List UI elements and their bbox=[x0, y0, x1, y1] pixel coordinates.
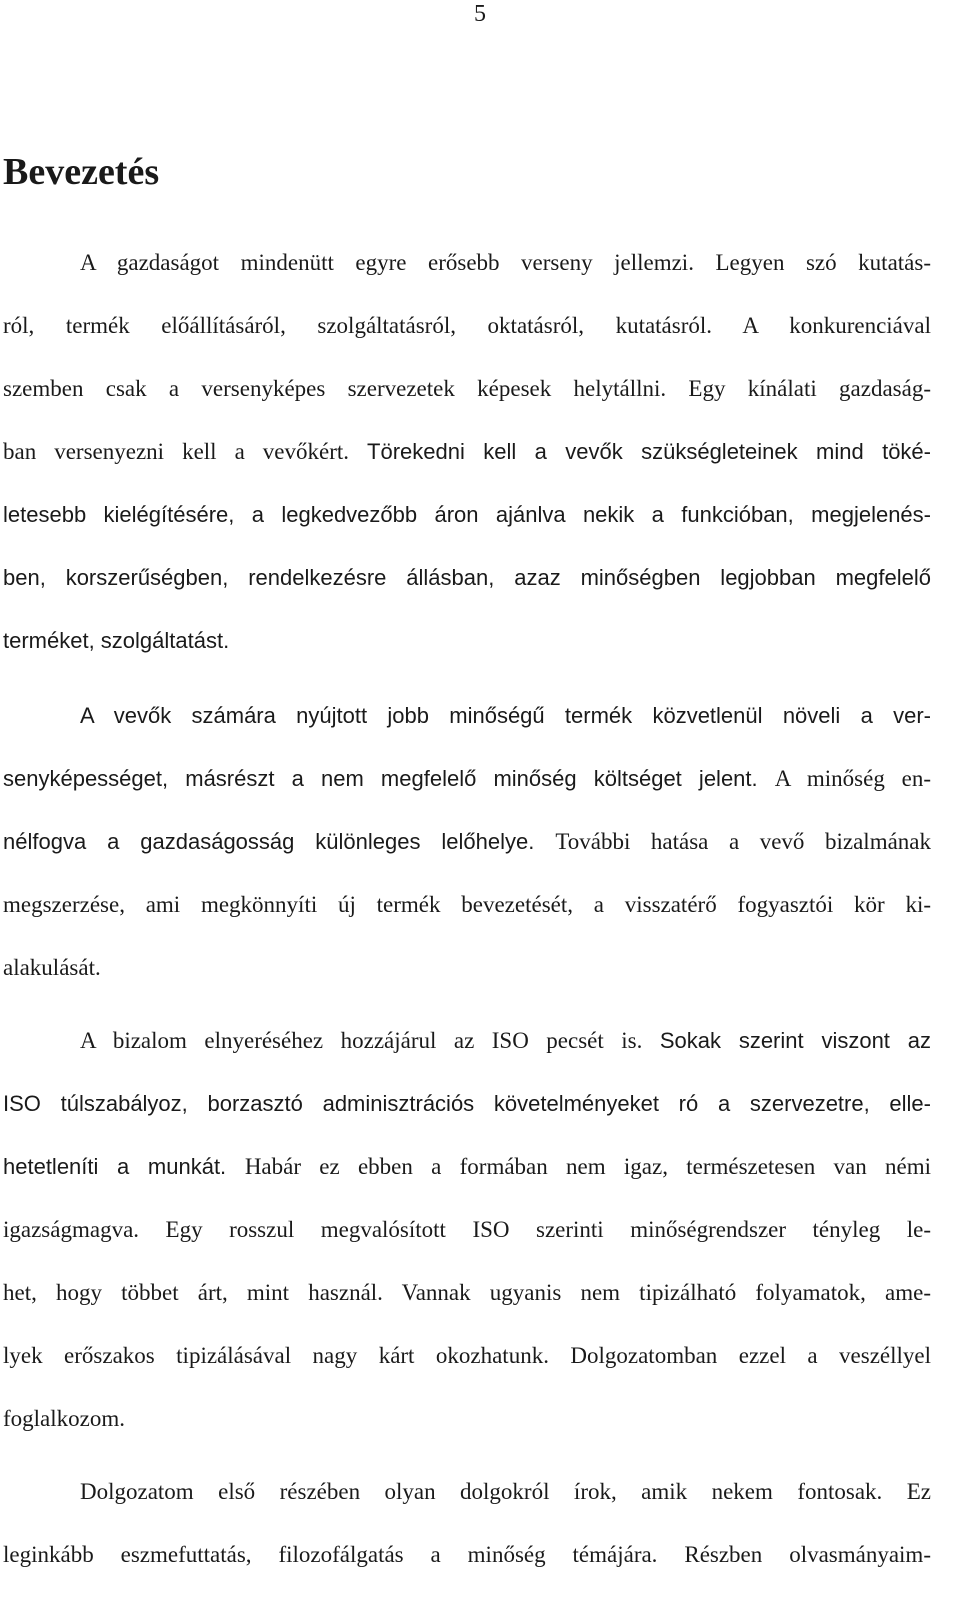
page-number: 5 bbox=[474, 1, 486, 27]
text-segment: ról, termék előállításáról, szolgáltatásról, oktatásról, kutatásról. A konkurenciával bbox=[3, 313, 931, 338]
page-title: Bevezetés bbox=[3, 151, 160, 193]
text-segment: szemben csak a versenyképes szervezetek képesek helytállni. Egy kínálati gazdaság- bbox=[3, 376, 931, 401]
text-line bbox=[3, 1215, 931, 1245]
text-segment: Sokak szerint viszont az bbox=[659, 1028, 931, 1053]
text-segment: megszerzése, ami megkönnyíti új termék bevezetését, a visszatérő fogyasztói kör ki- bbox=[3, 892, 931, 917]
text-segment: het, hogy többet árt, mint használ. Vannak ugyanis nem tipizálható folyamatok, ame- bbox=[3, 1280, 931, 1305]
text-line bbox=[3, 437, 931, 467]
text-line bbox=[3, 500, 931, 530]
text-segment: foglalkozom. bbox=[3, 1406, 125, 1431]
text-segment: letesebb kielégítésére, a legkedvezőbb áron ajánlva nekik a funkcióban, megjelenés- bbox=[3, 502, 931, 527]
text-line bbox=[3, 1540, 931, 1570]
text-segment: leginkább eszmefuttatás, filozofálgatás a minőség témájára. Részben olvasmányaim- bbox=[3, 1542, 931, 1567]
text-segment: Habár ez ebben a formában nem igaz, természetesen van némi bbox=[244, 1154, 931, 1179]
text-line bbox=[3, 626, 931, 656]
text-line bbox=[3, 1089, 931, 1119]
text-segment: igazságmagva. Egy rosszul megvalósított ISO szerinti minőségrendszer tényleg le- bbox=[3, 1217, 931, 1242]
text-line bbox=[3, 311, 931, 341]
text-segment: A bizalom elnyeréséhez hozzájárul az ISO pecsét is. bbox=[80, 1028, 660, 1053]
text-line bbox=[80, 1026, 931, 1056]
text-line bbox=[3, 374, 931, 404]
text-line bbox=[3, 764, 931, 794]
text-line bbox=[80, 248, 931, 278]
text-segment: Dolgozatom első részében olyan dolgokról írok, amik nekem fontosak. Ez bbox=[80, 1479, 931, 1504]
text-line bbox=[3, 953, 931, 983]
text-segment: ben, korszerűségben, rendelkezésre állásban, azaz minőségben legjobban megfelelő bbox=[3, 565, 931, 590]
text-segment: senyképességet, másrészt a nem megfelelő minőség költséget jelent. bbox=[3, 766, 775, 791]
text-segment: A gazdaságot mindenütt egyre erősebb verseny jellemzi. Legyen szó kutatás- bbox=[80, 250, 931, 275]
text-segment: nélfogva a gazdaságosság különleges lelőhelye. bbox=[3, 829, 556, 854]
text-segment: alakulását. bbox=[3, 955, 101, 980]
text-segment: terméket, szolgáltatást. bbox=[3, 628, 230, 653]
text-line bbox=[3, 827, 931, 857]
text-segment: lyek erőszakos tipizálásával nagy kárt okozhatunk. Dolgozatomban ezzel a veszéllyel bbox=[3, 1343, 931, 1368]
text-line bbox=[3, 563, 931, 593]
text-segment: ban versenyezni kell a vevőkért. bbox=[3, 439, 368, 464]
text-segment: További hatása a vevő bizalmának bbox=[555, 829, 931, 854]
text-segment: A minőség en- bbox=[774, 766, 931, 791]
text-line bbox=[3, 1278, 931, 1308]
text-line bbox=[80, 1477, 931, 1507]
text-line bbox=[3, 1404, 931, 1434]
text-line bbox=[3, 890, 931, 920]
text-line bbox=[3, 1341, 931, 1371]
text-segment: ISO túlszabályoz, borzasztó adminisztrációs követelményeket ró a szervezetre, elle- bbox=[3, 1091, 931, 1116]
text-line bbox=[80, 701, 931, 731]
text-segment: A vevők számára nyújtott jobb minőségű termék közvetlenül növeli a ver- bbox=[80, 703, 931, 728]
text-segment: hetetleníti a munkát. bbox=[3, 1154, 245, 1179]
text-line bbox=[3, 1152, 931, 1182]
text-segment: Törekedni kell a vevők szükségleteinek mind töké- bbox=[367, 439, 931, 464]
